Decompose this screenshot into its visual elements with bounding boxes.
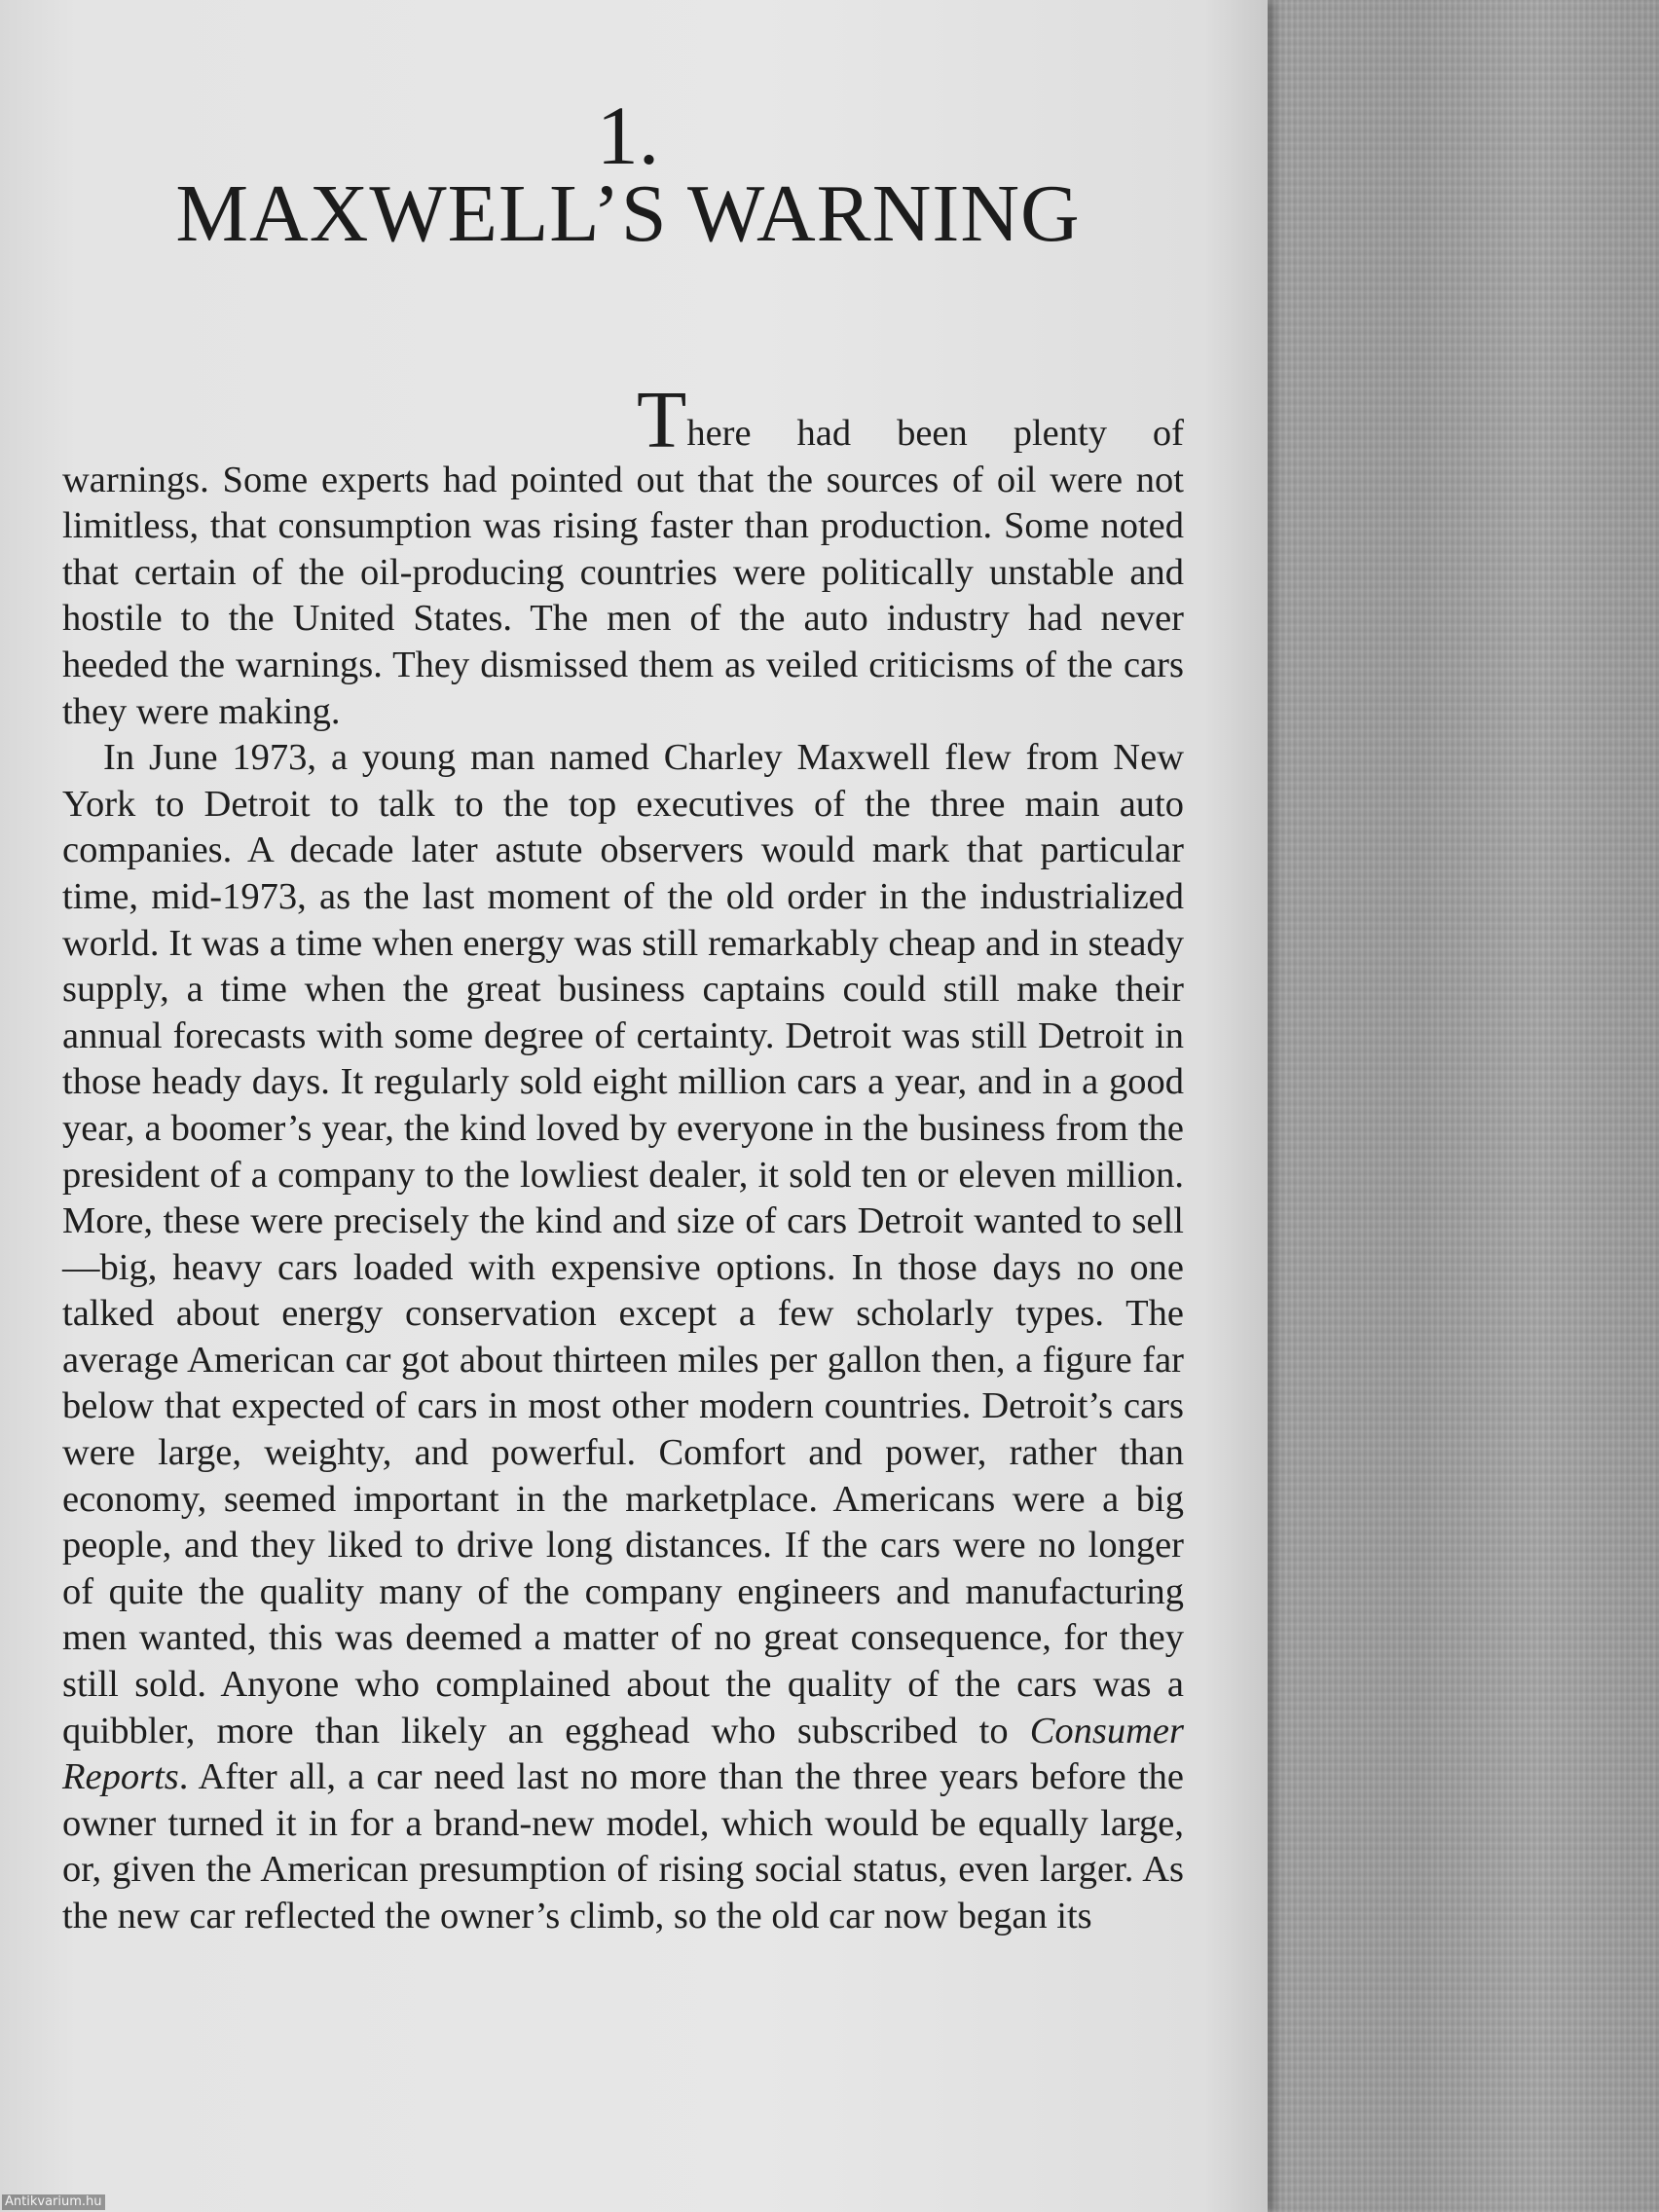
paragraph-2 xyxy=(62,735,1184,1939)
paragraph-2-text-after: . After all, a car need last no more than the three years before the owner turned it in for a brand-new model, which would be equally large, or, given the American presumption of rising social status, even larger. As the new car reflected the owner’s climb, so the old car now began its xyxy=(62,1756,1184,1936)
drop-cap: T xyxy=(637,375,687,465)
body-text xyxy=(62,375,1184,1940)
chapter-title: MAXWELL’S WARNING xyxy=(175,168,1081,259)
paragraph-2-text-before: In June 1973, a young man named Charley Maxwell flew from New York to Detroit to talk to the top executives of the three main auto companies. A decade later astute observers would mark that particular time, mid-1973, as the last moment of the old order in the industrialized world. It was a time when energy was still remarkably cheap and in steady supply, a time when the great business captains could still make their annual forecasts with some degree of certainty. Detroit was still Detroit in those heady days. It regularly sold eight million cars a year, and in a good year, a boomer’s year, the kind loved by everyone in the business from the president of a company to the lowliest dealer, it sold ten or eleven million. More, these were precisely the kind and size of cars Detroit wanted to sell—big, heavy cars loaded with expensive options. In those days no one talked about energy conservation except a few scholarly types. The average American car got about thirteen miles per gallon then, a figure far below that expected of cars in most other modern countries. Detroit’s cars were large, weighty, and powerful. Comfort and power, rather than economy, seemed important in the marketplace. Americans were a big people, and they liked to drive long distances. If the cars were no longer of quite the quality many of the company engineers and manufacturing men wanted, this was deemed a matter of no great consequence, for they still sold. Anyone who complained about the quality of the cars was a quibbler, more than likely an egghead who subscribed to xyxy=(62,737,1184,1751)
book-title-italic: Consumer Reports xyxy=(62,1710,1184,1798)
chapter-number: 1. xyxy=(596,89,660,182)
paragraph-1-text: here had been plenty of warnings. Some experts had pointed out that the sources of oil were not limitless, that consumption was rising faster than production. Some noted that certain of the oil-producing countries were politically unstable and hostile to the United States. The men of the auto industry had never heeded the warnings. They dismissed them as veiled criticisms of the cars they were making. xyxy=(62,413,1184,732)
watermark: Antikvarium.hu xyxy=(2,2194,105,2210)
background-surface xyxy=(1256,0,1659,2212)
paragraph-1 xyxy=(62,375,1184,735)
